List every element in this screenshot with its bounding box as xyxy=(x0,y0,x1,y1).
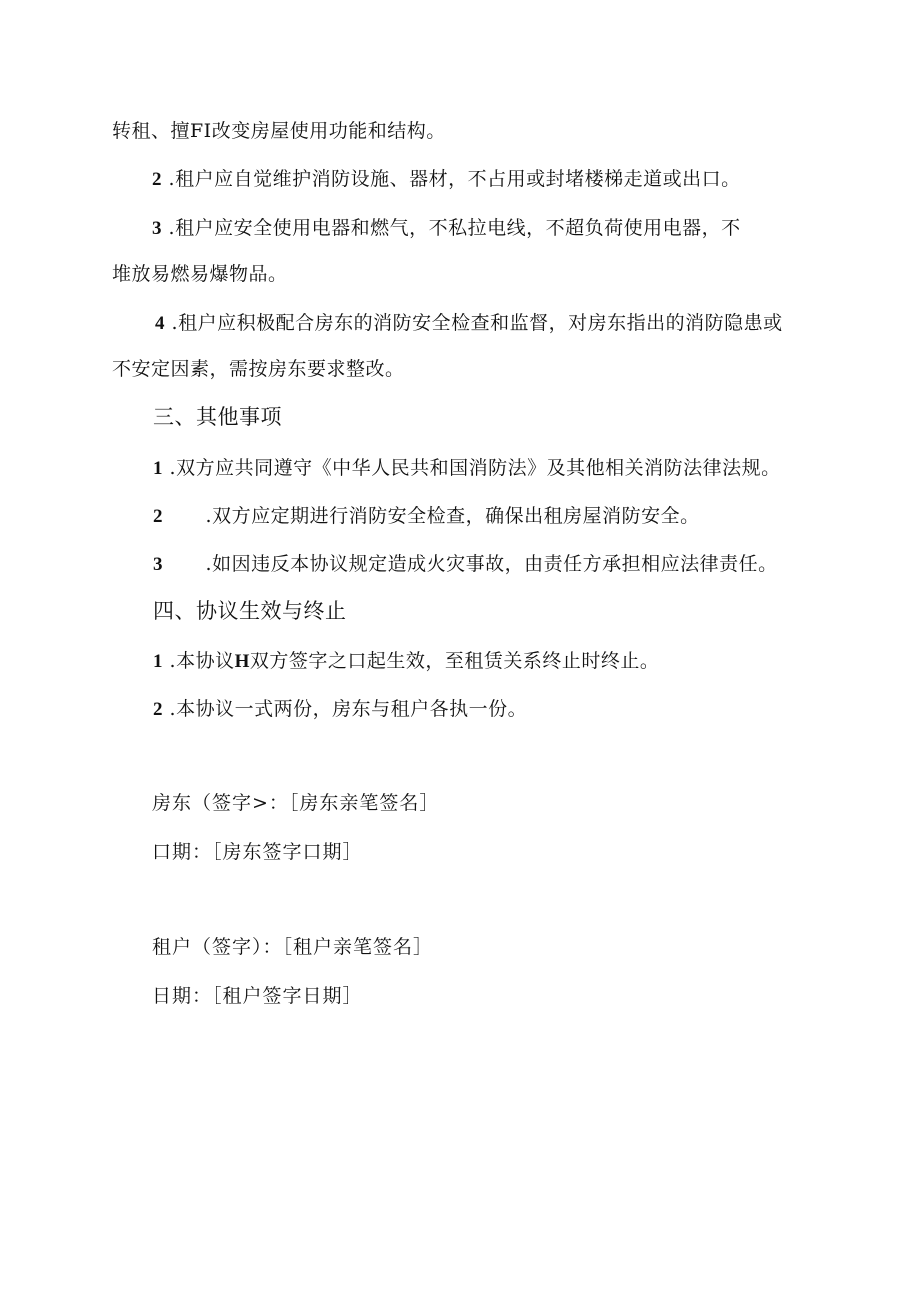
item-number: 4 xyxy=(155,313,165,334)
item-text: .双方应定期进行消防安全检查，确保出租房屋消防安全。 xyxy=(205,505,700,527)
item-text: .如因违反本协议规定造成火灾事故，由责任方承担相应法律责任。 xyxy=(205,553,778,575)
list-item xyxy=(153,456,781,481)
item-number: 3 xyxy=(152,218,162,239)
tenant-date-line: 日期：［租户签字日期］ xyxy=(152,985,363,1007)
item-number: 1 xyxy=(153,458,163,479)
tenant-signature-line: 租户（签字）：［租户亲笔签名］ xyxy=(152,936,434,958)
item-number: 3 xyxy=(153,554,163,575)
section-heading: 四、协议生效与终止 xyxy=(153,599,347,623)
list-item xyxy=(153,697,527,722)
item-number: 2 xyxy=(152,169,162,190)
continuation-text: 转租、擅FI改变房屋使用功能和结构。 xyxy=(112,120,446,142)
list-item xyxy=(153,504,700,529)
list-item-continuation xyxy=(112,357,405,381)
item-text-bold-glyph: H xyxy=(234,651,250,672)
section-heading: 三、其他事项 xyxy=(153,405,282,429)
landlord-date-line: 口期：［房东签字口期］ xyxy=(152,841,363,863)
item-text: .双方应共同遵守《中华人民共和国消防法》及其他相关消防法律法规。 xyxy=(169,457,781,479)
paragraph-continuation xyxy=(112,119,446,143)
list-item xyxy=(152,167,741,192)
item-text: 双方签字之口起生效，至租赁关系终止时终止。 xyxy=(249,650,660,672)
list-item xyxy=(155,311,783,336)
list-item xyxy=(153,649,659,674)
list-item-continuation xyxy=(112,262,288,286)
item-number: 1 xyxy=(153,651,163,672)
item-text: .租户应积极配合房东的消防安全检查和监督，对房东指出的消防隐患或 xyxy=(171,312,783,334)
item-text: .租户应安全使用电器和燃气，不私拉电线，不超负荷使用电器，不 xyxy=(168,217,741,239)
list-item xyxy=(153,552,778,577)
item-text-continuation: 堆放易燃易爆物品。 xyxy=(112,263,288,285)
item-number: 2 xyxy=(153,699,163,720)
item-text: .本协议 xyxy=(169,650,235,672)
item-text: .租户应自觉维护消防设施、器材，不占用或封堵楼梯走道或出口。 xyxy=(168,168,741,190)
item-text: .本协议一式两份，房东与租户各执一份。 xyxy=(169,698,528,720)
item-number: 2 xyxy=(153,506,163,527)
list-item xyxy=(152,216,741,241)
landlord-signature-line: 房东（签字>：［房东亲笔签名］ xyxy=(152,792,440,814)
item-text-continuation: 不安定因素，需按房东要求整改。 xyxy=(112,358,405,380)
